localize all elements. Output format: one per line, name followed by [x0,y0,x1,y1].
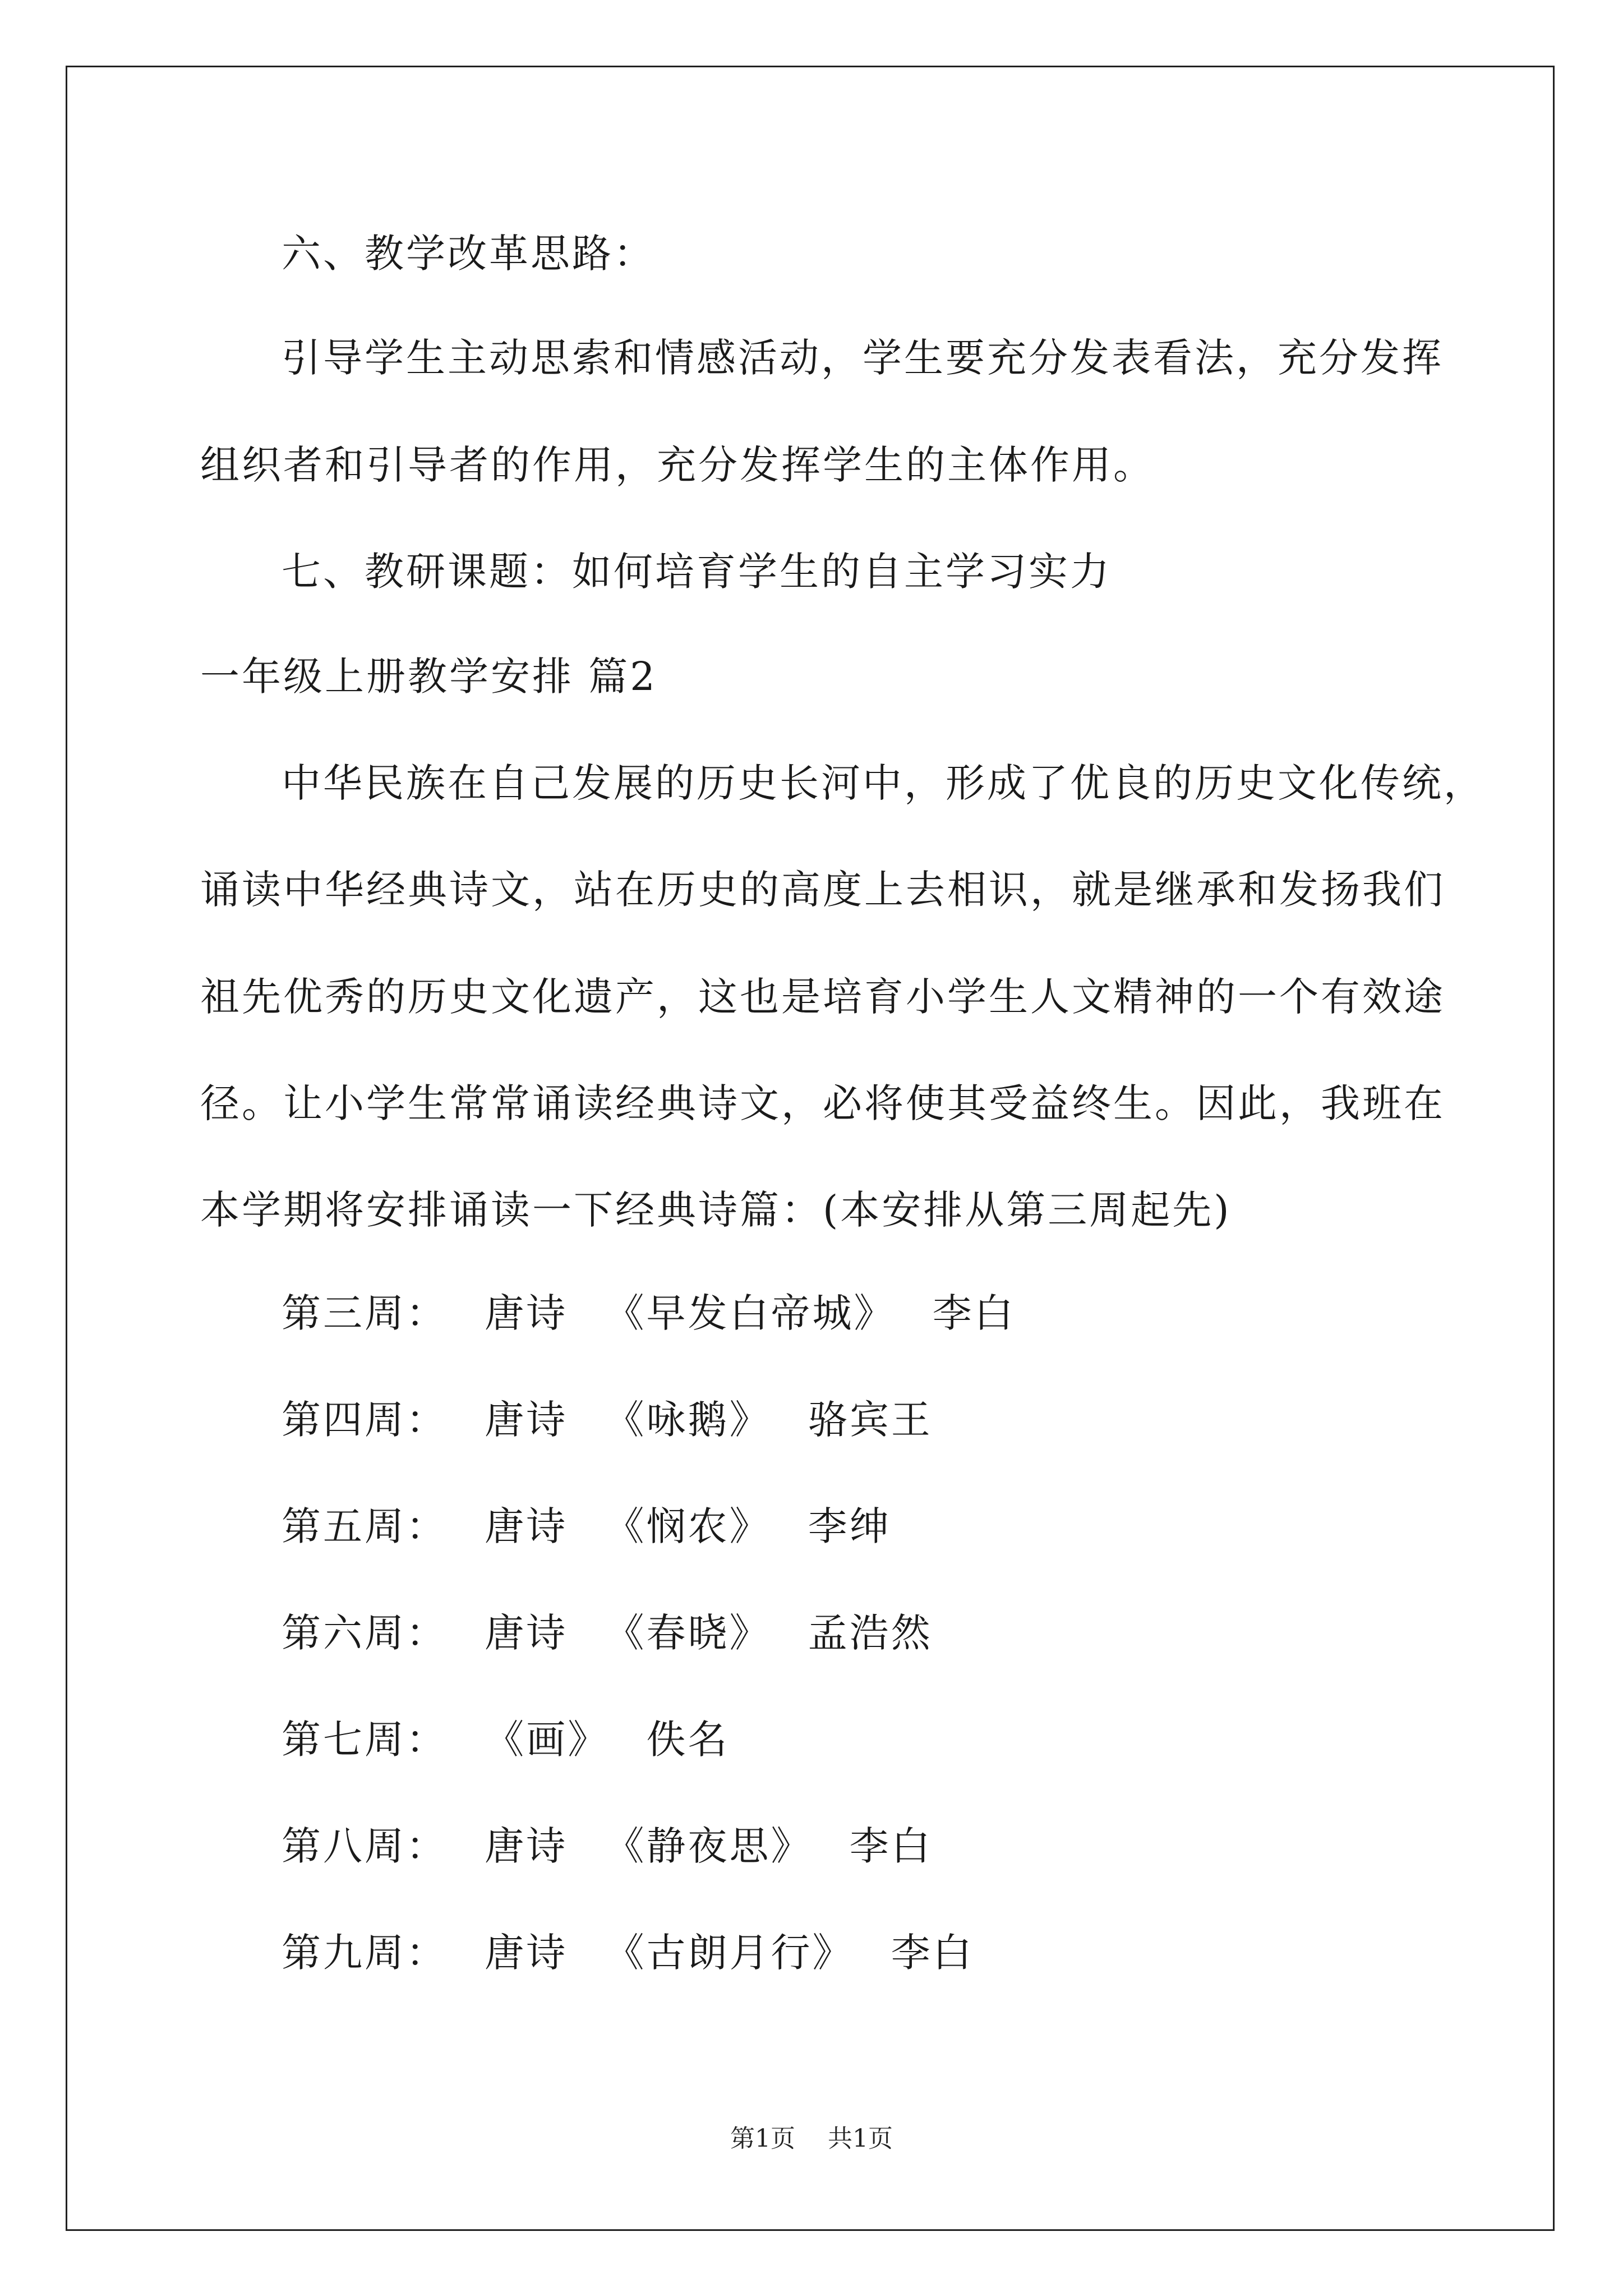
part2-title: 一年级上册教学安排 篇2 [200,654,657,700]
page-footer [0,2124,1623,2153]
schedule-title: 《早发白帝城》 [605,1290,896,1336]
schedule-category: 唐诗 [485,1503,568,1549]
schedule-row [282,1823,933,1869]
schedule-author: 李绅 [808,1503,891,1549]
schedule-author: 佚名 [646,1717,730,1763]
schedule-row [282,1290,1016,1336]
schedule-author: 李白 [849,1823,933,1869]
schedule-category: 唐诗 [485,1290,568,1336]
schedule-week: 第九周： [282,1930,448,1976]
schedule-title: 《古朗月行》 [605,1930,854,1976]
schedule-row [282,1610,933,1656]
schedule-row [282,1717,730,1763]
section7-heading: 七、教研课题：如何培育学生的自主学习实力 [282,549,1112,595]
section6-paragraph-line1: 引导学生主动思索和情感活动，学生要充分发表看法，充分发挥 [282,335,1444,381]
page-border [66,66,1555,2231]
schedule-title: 《春晓》 [605,1610,771,1656]
schedule-week: 第四周： [282,1397,448,1443]
section6-paragraph-line2: 组织者和引导者的作用，充分发挥学生的主体作用。 [200,442,1155,488]
schedule-author: 李白 [932,1290,1016,1336]
schedule-week: 第五周： [282,1503,448,1549]
part2-intro-line1: 中华民族在自己发展的历史长河中，形成了优良的历史文化传统， [282,760,1485,806]
page-number: 第1页 [730,2124,795,2153]
schedule-week: 第六周： [282,1610,448,1656]
schedule-category: 唐诗 [485,1397,568,1443]
schedule-category: 唐诗 [485,1930,568,1976]
schedule-row [282,1397,933,1443]
schedule-row [282,1503,891,1549]
schedule-week: 第三周： [282,1290,448,1336]
schedule-title: 《咏鹅》 [605,1397,771,1443]
schedule-author: 孟浩然 [808,1610,933,1656]
part2-intro-line2: 诵读中华经典诗文，站在历史的高度上去相识，就是继承和发扬我们 [200,867,1445,913]
section6-heading: 六、教学改革思路： [282,231,655,277]
schedule-author: 李白 [891,1930,974,1976]
schedule-category: 唐诗 [485,1610,568,1656]
schedule-title: 《悯农》 [605,1503,771,1549]
schedule-author: 骆宾王 [808,1397,933,1443]
schedule-category: 唐诗 [485,1823,568,1869]
schedule-row [282,1930,974,1976]
part2-intro-line4: 径。让小学生常常诵读经典诗文，必将使其受益终生。因此，我班在 [200,1080,1445,1126]
schedule-title: 《画》 [485,1717,610,1763]
schedule-week: 第八周： [282,1823,448,1869]
part2-intro-line5: 本学期将安排诵读一下经典诗篇：(本安排从第三周起先) [200,1187,1232,1233]
page-total: 共1页 [828,2124,893,2153]
part2-intro-line3: 祖先优秀的历史文化遗产，这也是培育小学生人文精神的一个有效途 [200,974,1445,1020]
schedule-week: 第七周： [282,1717,448,1763]
schedule-title: 《静夜思》 [605,1823,813,1869]
